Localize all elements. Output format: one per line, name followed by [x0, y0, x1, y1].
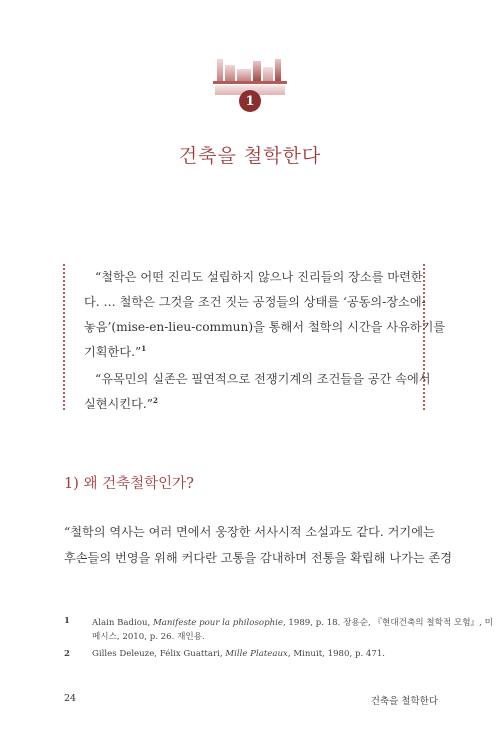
footnote-author: Alain Badiou,	[92, 618, 153, 628]
epigraph-line: 다. … 철학은 그것을 조건 짓는 공정들의 상태를 ‘공동의-장소에-	[84, 295, 426, 309]
footnote-title: Manifeste pour la philosophie	[152, 618, 283, 628]
epigraph-line: 놓음’(mise-en-lieu-commun)을 통해서 철학의 시간을 사유하기를	[84, 320, 446, 334]
footnote-detail: , Minuit, 1980, p. 471.	[287, 649, 386, 659]
chapter-title: 건축을 철학한다	[178, 145, 322, 167]
footnote-title: Mille Plateaux	[225, 649, 288, 659]
epigraph-line-text: 기획한다.”	[84, 345, 142, 359]
page-number: 24	[64, 693, 77, 704]
body-line: 후손들의 번영을 위해 커다란 고통을 감내하며 전통을 확립해 나가는 존경	[64, 551, 453, 565]
footnote-number: 2	[64, 649, 70, 659]
section-heading: 1) 왜 건축철학인가?	[64, 476, 194, 492]
running-head: 건축을 철학한다	[370, 696, 438, 707]
footnote-text	[92, 649, 385, 659]
epigraph-line	[84, 343, 146, 360]
footnote-text: 메시스, 2010, p. 26. 재인용.	[92, 632, 205, 642]
footnote-detail: , 1989, p. 18. 장용순, 『현대건축의 철학적 모험』, 미	[282, 618, 493, 628]
footnote-author: Gilles Deleuze, Félix Guattari,	[92, 649, 226, 659]
epigraph-line-text: 실현시킨다.”	[84, 397, 153, 411]
chapter-emblem	[205, 55, 295, 115]
epigraph-box	[63, 264, 425, 410]
epigraph-line: “철학은 어떤 진리도 설립하지 않으나 진리들의 장소를 마련한	[95, 270, 423, 284]
epigraph-line	[84, 395, 158, 412]
footnote-number: 1	[64, 616, 70, 626]
chapter-number: 1	[245, 94, 255, 109]
footnote-ref: 2	[152, 395, 158, 405]
footnote-text	[92, 616, 493, 628]
body-line: “철학의 역사는 여러 면에서 웅장한 서사시적 소설과도 같다. 거기에는	[64, 525, 435, 539]
footnote-ref: 1	[141, 343, 147, 353]
epigraph-line: “유목민의 실존은 필연적으로 전쟁기계의 조건들을 공간 속에서	[95, 372, 431, 386]
